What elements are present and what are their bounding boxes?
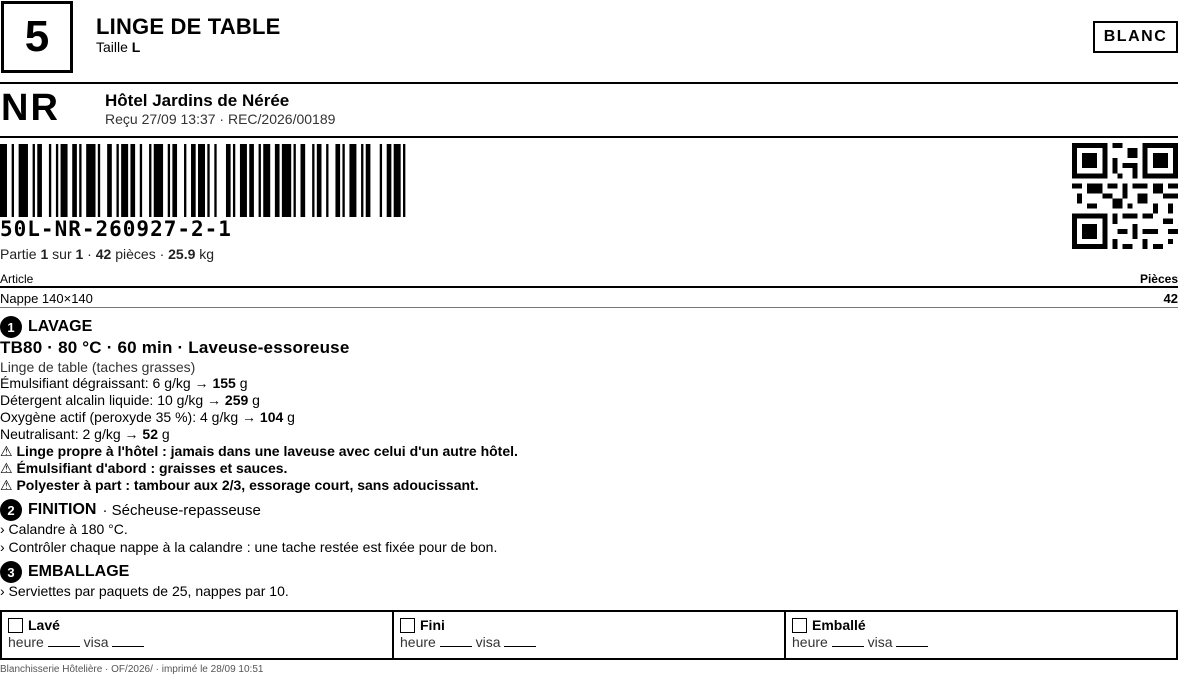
barcode-bar xyxy=(394,144,401,217)
barcode-bar xyxy=(130,144,135,217)
pieces-label: pièces xyxy=(115,246,156,262)
barcode-bar xyxy=(72,144,77,217)
checkbox[interactable] xyxy=(400,618,415,633)
instruction-line: › Calandre à 180 °C. xyxy=(0,521,128,537)
barcode-bar xyxy=(326,144,328,217)
dosage-line: Émulsifiant dégraissant: 6 g/kg → 155 g xyxy=(0,375,248,391)
signoff-label: Lavé xyxy=(28,617,60,633)
step-number-badge: 1 xyxy=(0,316,22,338)
receipt-meta: Reçu 27/09 13:37 · REC/2026/00189 xyxy=(105,111,336,127)
barcode-bar xyxy=(140,144,142,217)
signoff-packed: Emballé heure visa xyxy=(786,612,1176,658)
part-label: Partie xyxy=(0,246,37,262)
batch-info: Partie 1 sur 1 · 42 pièces · 25.9 kg xyxy=(0,246,215,262)
barcode-bar xyxy=(380,144,382,217)
step-wash-heading xyxy=(0,316,92,338)
barcode-bar xyxy=(37,144,42,217)
signoff-boxes xyxy=(0,610,1178,660)
step-number-badge: 2 xyxy=(0,499,22,521)
barcode-bar xyxy=(342,144,344,217)
divider xyxy=(0,136,1178,138)
dosage-line: Oxygène actif (peroxyde 35 %): 4 g/kg → 104 g xyxy=(0,409,295,425)
checkbox[interactable] xyxy=(792,618,807,633)
signoff-label: Emballé xyxy=(812,617,866,633)
column-header-article: Article xyxy=(0,272,34,286)
barcode-bar xyxy=(214,144,216,217)
dosage-line: Neutralisant: 2 g/kg → 52 g xyxy=(0,426,170,442)
barcode-bar xyxy=(19,144,28,217)
signoff-label: Fini xyxy=(420,617,445,633)
barcode-bar xyxy=(366,144,371,217)
step-number-badge: 3 xyxy=(0,561,22,583)
checkbox[interactable] xyxy=(8,618,23,633)
size-line xyxy=(96,39,140,55)
barcode-bar xyxy=(275,144,280,217)
barcode-bar xyxy=(121,144,128,217)
warning-line: ⚠ Linge propre à l'hôtel : jamais dans une laveuse avec celui d'un autre hôtel. xyxy=(0,443,518,459)
barcode-bar xyxy=(184,144,186,217)
barcode-bar xyxy=(294,144,296,217)
barcode-bar xyxy=(403,144,405,217)
barcode-bar xyxy=(154,144,163,217)
barcode-bar xyxy=(79,144,81,217)
label-header xyxy=(0,0,1178,82)
step-packing-heading xyxy=(0,561,129,583)
barcode-bar xyxy=(312,144,314,217)
weight-unit: kg xyxy=(199,246,215,262)
barcode-bar xyxy=(49,144,51,217)
size-label: Taille xyxy=(96,39,128,55)
column-header-pieces: Pièces xyxy=(1139,272,1178,286)
divider xyxy=(0,307,1178,308)
step-finish-heading xyxy=(0,499,261,521)
barcode-bar xyxy=(317,144,322,217)
barcode-bar xyxy=(191,144,196,217)
barcode-text: 50L-NR-260927-2-1 xyxy=(0,217,232,241)
batch-weight: 25.9 xyxy=(168,246,196,262)
barcode-bar xyxy=(207,144,209,217)
divider xyxy=(0,82,1178,84)
barcode-bar xyxy=(33,144,35,217)
step-machine: · Sécheuse-repasseuse xyxy=(102,501,261,519)
piece-count: 42 xyxy=(95,246,112,262)
signoff-finished: Fini heure visa xyxy=(394,612,786,658)
barcode xyxy=(0,144,410,217)
barcode-bar xyxy=(349,144,356,217)
barcode-bar xyxy=(61,144,68,217)
table-row-pieces: 42 xyxy=(1163,291,1178,306)
step-title: EMBALLAGE xyxy=(28,563,130,580)
barcode-bar xyxy=(387,144,392,217)
part-of-label: sur xyxy=(52,246,72,262)
barcode-bar xyxy=(86,144,95,217)
part-index: 1 xyxy=(40,246,49,262)
part-total: 1 xyxy=(75,246,84,262)
barcode-bar xyxy=(259,144,261,217)
qr-code xyxy=(1072,143,1178,249)
barcode-bar xyxy=(240,144,247,217)
barcode-bar xyxy=(301,144,306,217)
size-value: L xyxy=(131,39,141,55)
color-badge: BLANC xyxy=(1093,21,1178,53)
barcode-bar xyxy=(263,144,270,217)
barcode-bar xyxy=(198,144,205,217)
step-number-box: 5 xyxy=(1,1,73,73)
barcode-bar xyxy=(0,144,7,217)
step-title: FINITION xyxy=(28,501,97,518)
barcode-bar xyxy=(282,144,291,217)
instruction-line: › Serviettes par paquets de 25, nappes par 10. xyxy=(0,583,289,599)
warning-line: ⚠ Émulsifiant d'abord : graisses et sauces. xyxy=(0,460,288,476)
barcode-bar xyxy=(249,144,254,217)
footer-note: Blanchisserie Hôtelière · OF/2026/ · imprimé le 28/09 10:51 xyxy=(0,664,264,675)
barcode-bar xyxy=(107,144,112,217)
step-title: LAVAGE xyxy=(28,318,93,335)
dosage-line: Détergent alcalin liquide: 10 g/kg → 259 g xyxy=(0,392,260,408)
signoff-washed: Lavé heure visa xyxy=(2,612,394,658)
table-row-article: Nappe 140×140 xyxy=(0,291,93,306)
client-code: NR xyxy=(1,87,60,129)
wash-program-description: Linge de table (taches grasses) xyxy=(0,359,196,375)
barcode-bar xyxy=(361,144,363,217)
instruction-line: › Contrôler chaque nappe à la calandre : une tache restée est fixée pour de bon. xyxy=(0,539,498,555)
barcode-bar xyxy=(172,144,177,217)
barcode-bar xyxy=(149,144,151,217)
barcode-bar xyxy=(12,144,14,217)
barcode-bar xyxy=(226,144,231,217)
barcode-bar xyxy=(116,144,118,217)
divider xyxy=(0,286,1178,288)
barcode-bar xyxy=(233,144,235,217)
barcode-bar xyxy=(168,144,170,217)
category-title: LINGE DE TABLE xyxy=(96,14,281,39)
barcode-bar xyxy=(98,144,100,217)
client-name: Hôtel Jardins de Nérée xyxy=(105,91,290,110)
wash-program: TB80 · 80 °C · 60 min · Laveuse-essoreuse xyxy=(0,338,350,357)
barcode-bar xyxy=(56,144,58,217)
barcode-bar xyxy=(335,144,340,217)
warning-line: ⚠ Polyester à part : tambour aux 2/3, essorage court, sans adoucissant. xyxy=(0,477,479,493)
